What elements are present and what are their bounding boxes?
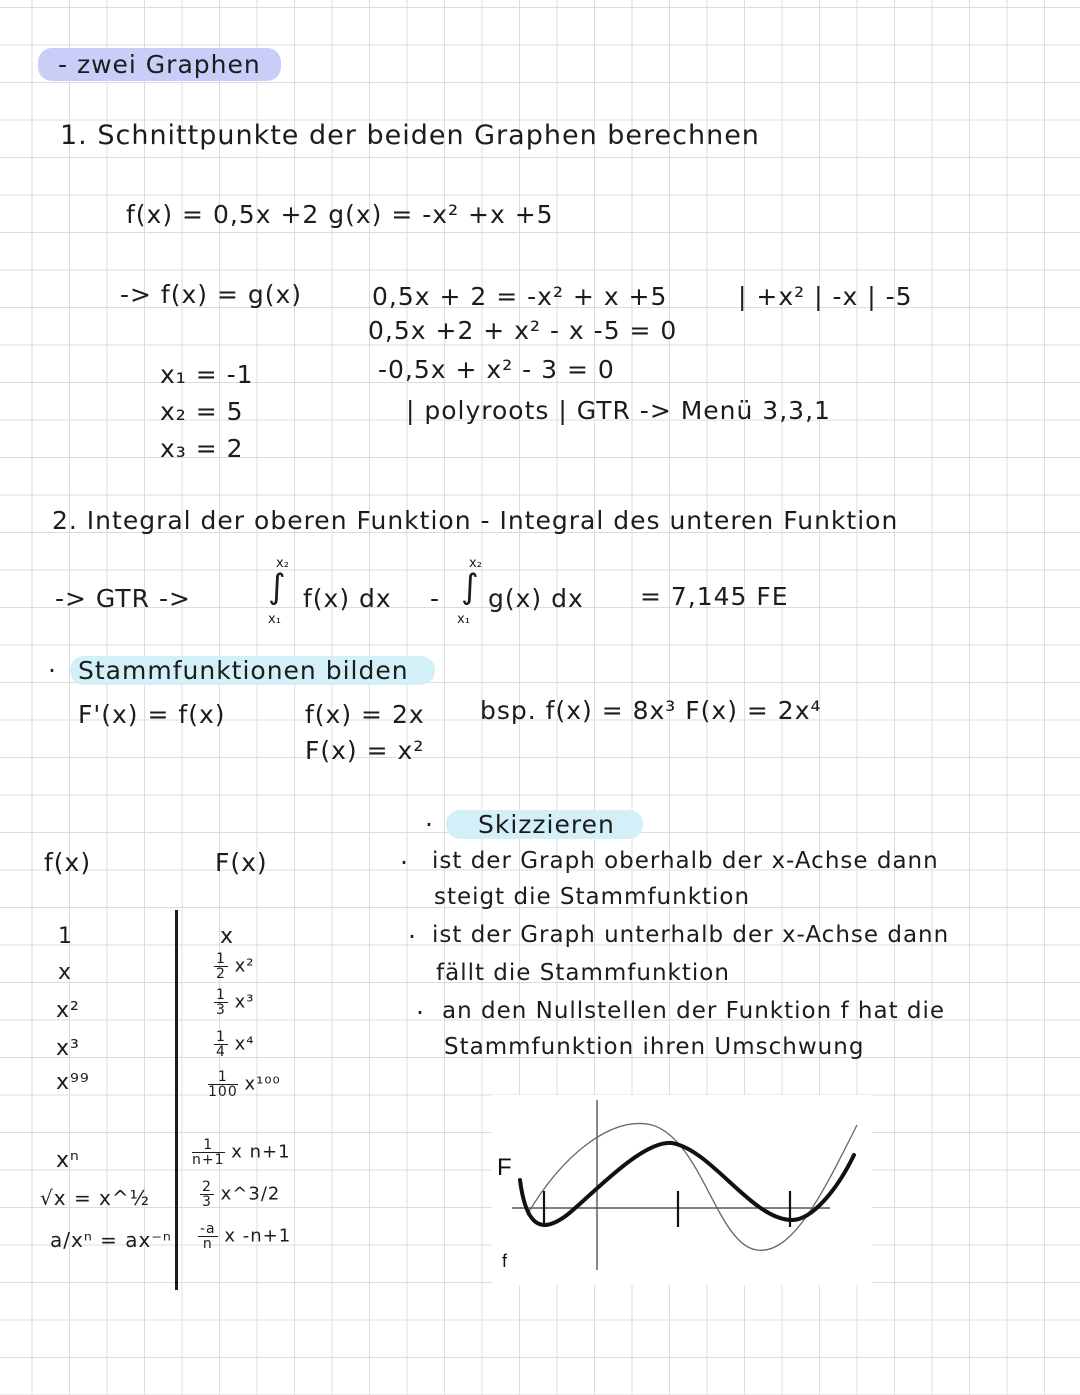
equality-arrow: -> f(x) = g(x)	[120, 280, 303, 309]
integral-upper-limit: x₂	[276, 556, 289, 571]
table-left-row: √x = x^½	[40, 1186, 151, 1210]
equation-ops: | +x² | -x | -5	[738, 282, 913, 311]
table-head-f: f(x)	[44, 848, 92, 877]
bullet-dot: ·	[425, 810, 434, 839]
bullet-dot: ·	[48, 656, 57, 685]
table-left-row: x⁹⁹	[56, 1070, 90, 1095]
root-1: x₁ = -1	[160, 360, 254, 389]
power: x -n+1	[224, 1225, 292, 1247]
table-right-row	[198, 1222, 291, 1251]
skizze-text: fällt die Stammfunktion	[436, 960, 730, 986]
table-right-row: x	[220, 924, 235, 949]
bullet-dot: ·	[408, 922, 417, 951]
equation-2: 0,5x +2 + x² - x -5 = 0	[368, 316, 678, 345]
table-right-row	[214, 988, 255, 1017]
table-divider	[175, 910, 178, 1290]
power: x⁴	[234, 1033, 255, 1055]
fraction: $\frac{2}{3}$	[202, 1179, 212, 1210]
gtr-prefix: -> GTR ->	[55, 584, 191, 613]
table-left-row: x²	[56, 998, 80, 1023]
integrand-g: g(x) dx	[488, 584, 584, 613]
example-f: f(x) = 2x	[305, 700, 425, 729]
power: x^3/2	[220, 1183, 281, 1205]
table-left-row: 1	[58, 924, 73, 949]
skizze-text: an den Nullstellen der Funktion f hat die	[442, 998, 946, 1024]
table-right-row	[200, 1180, 280, 1209]
integral-sign: ∫	[268, 567, 286, 607]
root-2: x₂ = 5	[160, 397, 244, 426]
integral-upper-limit: x₂	[469, 556, 482, 571]
equation-3: -0,5x + x² - 3 = 0	[378, 355, 615, 384]
sketch-graph	[492, 1095, 872, 1285]
skizze-text: ist der Graph unterhalb der x-Achse dann	[432, 922, 950, 948]
table-right-row	[214, 1030, 255, 1059]
table-left-row: xⁿ	[56, 1148, 80, 1173]
skizzieren-heading: Skizzieren	[446, 810, 643, 839]
bullet-dot: ·	[400, 848, 409, 877]
fraction: $\frac{1}{n+1}$	[192, 1137, 225, 1168]
integral-sign: ∫	[461, 567, 479, 607]
gtr-note: | polyroots | GTR -> Menü 3,3,1	[406, 396, 831, 425]
fraction: $\frac{1}{2}$	[216, 951, 226, 982]
integrand-f: f(x) dx	[303, 584, 392, 613]
sketch-background	[492, 1095, 872, 1285]
integral-lower-limit: x₁	[457, 612, 470, 627]
integral-minus: -	[430, 584, 441, 613]
functions-line: f(x) = 0,5x +2 g(x) = -x² +x +5	[126, 200, 554, 229]
table-left-row: a/xⁿ = ax⁻ⁿ	[50, 1228, 172, 1252]
integral-result: = 7,145 FE	[640, 582, 789, 611]
stammfunktion-rule: F'(x) = f(x)	[78, 700, 226, 729]
fraction: $\frac{-a}{n}$	[200, 1221, 216, 1252]
root-3: x₃ = 2	[160, 434, 244, 463]
step1-title: 1. Schnittpunkte der beiden Graphen berechnen	[60, 120, 760, 151]
table-right-row	[192, 1138, 291, 1167]
fraction: $\frac{1}{4}$	[216, 1029, 226, 1060]
integral-lower-limit: x₁	[268, 612, 281, 627]
skizze-text: ist der Graph oberhalb der x-Achse dann	[432, 848, 939, 874]
bullet-dot: ·	[416, 998, 425, 1027]
power: x¹⁰⁰	[244, 1073, 281, 1095]
stammfunktion-heading: Stammfunktionen bilden	[70, 656, 435, 685]
table-right-row	[208, 1070, 281, 1099]
label-F: F	[497, 1154, 512, 1181]
table-head-F: F(x)	[215, 848, 268, 877]
fraction: $\frac{1}{100}$	[208, 1069, 238, 1100]
table-left-row: x	[58, 960, 73, 985]
step2-title: 2. Integral der oberen Funktion - Integral des unteren Funktion	[52, 506, 899, 535]
table-right-row	[214, 952, 255, 981]
fraction: $\frac{1}{3}$	[216, 987, 226, 1018]
power: x³	[234, 991, 255, 1013]
power: x²	[234, 955, 255, 977]
power: x n+1	[231, 1141, 291, 1163]
equation-1: 0,5x + 2 = -x² + x +5	[372, 282, 668, 311]
example-bsp: bsp. f(x) = 8x³ F(x) = 2x⁴	[480, 696, 822, 725]
example-F: F(x) = x²	[305, 736, 425, 765]
label-f: f	[502, 1251, 508, 1271]
table-left-row: x³	[56, 1036, 80, 1061]
section-label-zwei-graphen: - zwei Graphen	[38, 48, 281, 81]
skizze-text: steigt die Stammfunktion	[434, 884, 751, 910]
skizze-text: Stammfunktion ihren Umschwung	[444, 1034, 865, 1060]
